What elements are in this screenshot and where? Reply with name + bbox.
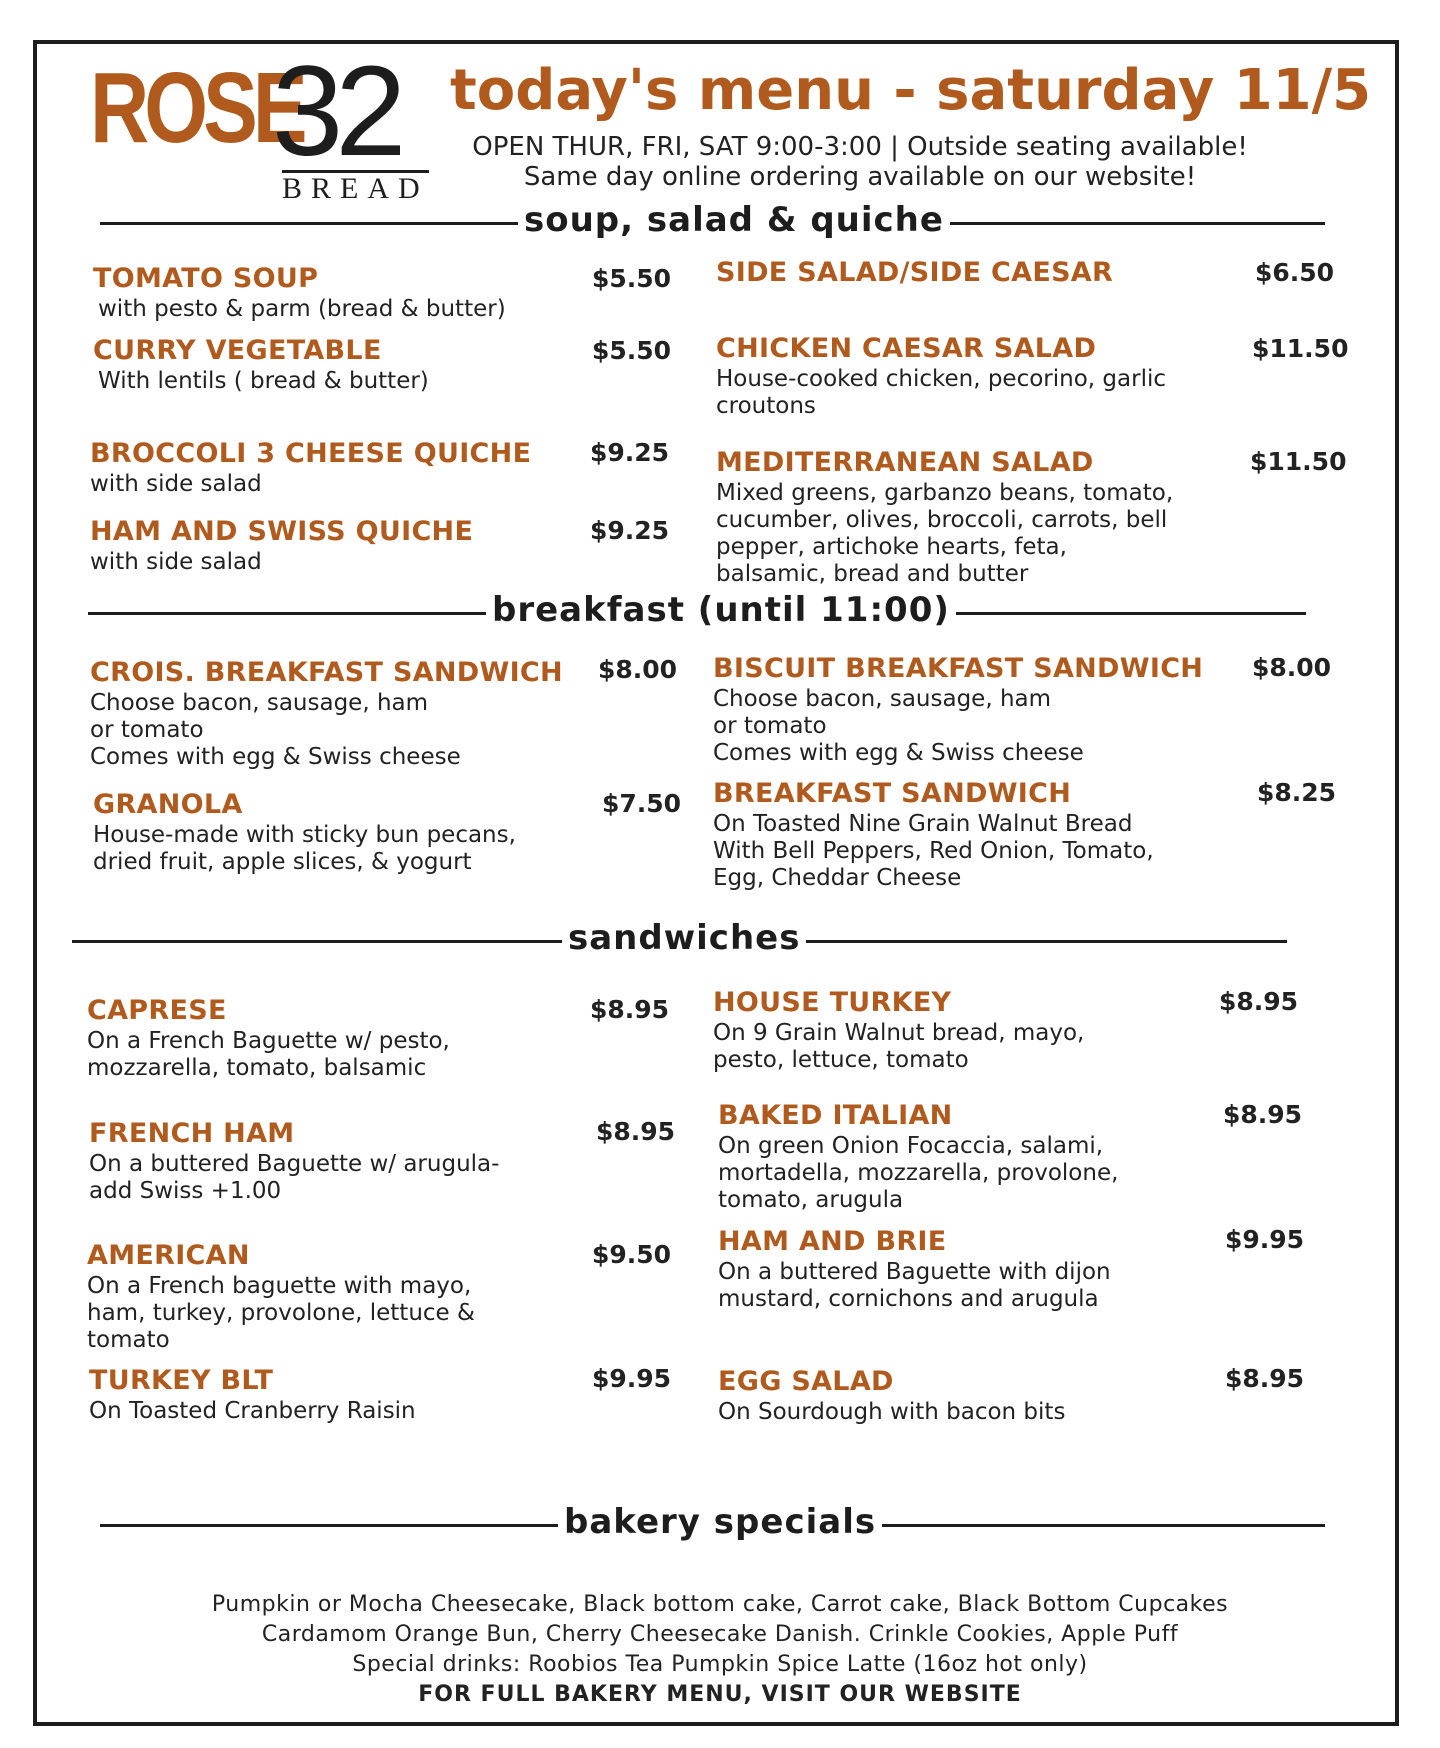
menu-item: [87, 1239, 475, 1354]
menu-item: [716, 332, 1166, 420]
menu-headline: today's menu - saturday 11/5: [450, 58, 1372, 123]
item-price: $8.95: [590, 995, 670, 1024]
menu-item: [93, 334, 429, 395]
item-name: GRANOLA: [93, 789, 243, 820]
item-name: MEDITERRANEAN SALAD: [716, 447, 1094, 478]
item-name: TOMATO SOUP: [93, 263, 319, 294]
menu-item: [718, 1099, 1118, 1214]
item-desc: Choose bacon, sausage, ham or tomato Comes with egg & Swiss cheese: [713, 686, 1084, 766]
item-price: $8.95: [1225, 1364, 1305, 1393]
item-name: SIDE SALAD/SIDE CAESAR: [716, 257, 1114, 288]
item-name: TURKEY BLT: [89, 1365, 274, 1396]
item-name: FRENCH HAM: [89, 1118, 295, 1149]
item-name: AMERICAN: [87, 1240, 250, 1271]
item-name: CURRY VEGETABLE: [93, 335, 382, 366]
item-name: CHICKEN CAESAR SALAD: [716, 333, 1097, 364]
item-desc: Mixed greens, garbanzo beans, tomato, cucumber, olives, broccoli, carrots, bell pepper, artichoke hearts, feta, balsamic, bread and butter: [716, 480, 1174, 587]
menu-item: [713, 986, 1084, 1074]
logo-sub: BREAD: [282, 172, 429, 205]
item-price: $11.50: [1252, 334, 1349, 363]
menu-item: [716, 446, 1173, 588]
item-price: $9.25: [590, 438, 670, 467]
item-name: BAKED ITALIAN: [718, 1100, 953, 1131]
menu-item: [716, 256, 1113, 290]
item-price: $7.50: [602, 789, 682, 818]
item-desc: With lentils ( bread & butter): [98, 368, 429, 394]
menu-item: [90, 515, 473, 576]
menu-item: [90, 656, 563, 771]
logo-number: 32: [272, 40, 399, 183]
item-desc: Choose bacon, sausage, ham or tomato Comes with egg & Swiss cheese: [90, 690, 461, 770]
menu-item: [718, 1225, 1111, 1313]
bakery-line-3: Special drinks: Roobios Tea Pumpkin Spice Latte (16oz hot only): [352, 1652, 1088, 1677]
section-title-bakery: bakery specials: [558, 1502, 882, 1542]
item-desc: On a buttered Baguette with dijon mustard, cornichons and arugula: [718, 1259, 1111, 1312]
item-price: $8.00: [598, 655, 678, 684]
section-title-breakfast: breakfast (until 11:00): [486, 590, 956, 630]
menu-item: [89, 1117, 499, 1205]
item-desc: On Sourdough with bacon bits: [718, 1399, 1066, 1425]
item-desc: On a French baguette with mayo, ham, turkey, provolone, lettuce & tomato: [87, 1273, 475, 1353]
menu-item: [713, 777, 1154, 892]
section-title-soup: soup, salad & quiche: [518, 200, 950, 240]
item-name: EGG SALAD: [718, 1366, 894, 1397]
item-price: $9.95: [592, 1364, 672, 1393]
menu-item: [93, 788, 516, 876]
item-desc: On a French Baguette w/ pesto, mozzarella, tomato, balsamic: [87, 1028, 450, 1081]
item-price: $5.50: [592, 264, 672, 293]
hours-line-2: Same day online ordering available on our website!: [523, 162, 1197, 192]
logo-brand: ROSE: [90, 52, 303, 164]
item-name: BISCUIT BREAKFAST SANDWICH: [713, 653, 1204, 684]
item-price: $8.95: [1219, 987, 1299, 1016]
hours-info: [420, 132, 1300, 192]
bakery-line-1: Pumpkin or Mocha Cheesecake, Black bottom cake, Carrot cake, Black Bottom Cupcakes: [211, 1592, 1229, 1617]
bakery-cta: FOR FULL BAKERY MENU, VISIT OUR WEBSITE: [418, 1682, 1022, 1707]
item-desc: On green Onion Focaccia, salami, mortadella, mozzarella, provolone, tomato, arugula: [718, 1133, 1119, 1213]
menu-item: [90, 437, 531, 498]
bakery-specials-text: [60, 1590, 1380, 1710]
item-name: CAPRESE: [87, 995, 227, 1026]
item-name: BREAKFAST SANDWICH: [713, 778, 1072, 809]
bakery-line-2: Cardamom Orange Bun, Cherry Cheesecake Danish. Crinkle Cookies, Apple Puff: [261, 1622, 1179, 1647]
item-name: BROCCOLI 3 CHEESE QUICHE: [90, 438, 532, 469]
item-desc: House-made with sticky bun pecans, dried fruit, apple slices, & yogurt: [93, 822, 516, 875]
menu-item: [89, 1364, 416, 1425]
section-title-sandwiches: sandwiches: [562, 918, 806, 958]
item-desc: House-cooked chicken, pecorino, garlic croutons: [716, 366, 1166, 419]
item-price: $5.50: [592, 336, 672, 365]
item-price: $6.50: [1255, 258, 1335, 287]
item-desc: On 9 Grain Walnut bread, mayo, pesto, lettuce, tomato: [713, 1020, 1085, 1073]
item-desc: with side salad: [90, 549, 262, 575]
item-desc: On Toasted Cranberry Raisin: [89, 1398, 416, 1424]
menu-item: [87, 994, 450, 1082]
item-desc: On a buttered Baguette w/ arugula- add Swiss +1.00: [89, 1151, 500, 1204]
item-price: $11.50: [1250, 447, 1347, 476]
item-price: $8.25: [1257, 778, 1337, 807]
item-price: $8.00: [1252, 653, 1332, 682]
item-price: $9.50: [592, 1240, 672, 1269]
item-price: $8.95: [1223, 1100, 1303, 1129]
menu-item: [718, 1365, 1065, 1426]
item-desc: with side salad: [90, 471, 262, 497]
item-desc: On Toasted Nine Grain Walnut Bread With Bell Peppers, Red Onion, Tomato, Egg, Cheddar Cheese: [713, 811, 1154, 891]
item-name: HOUSE TURKEY: [713, 987, 952, 1018]
rose32-logo: [90, 40, 429, 205]
item-name: CROIS. BREAKFAST SANDWICH: [90, 657, 563, 688]
item-price: $8.95: [596, 1117, 676, 1146]
item-price: $9.95: [1225, 1225, 1305, 1254]
item-price: $9.25: [590, 516, 670, 545]
menu-item: [713, 652, 1203, 767]
item-name: HAM AND SWISS QUICHE: [90, 516, 474, 547]
menu-item: [93, 262, 506, 323]
hours-line-1: OPEN THUR, FRI, SAT 9:00-3:00 | Outside seating available!: [472, 132, 1248, 162]
item-desc: with pesto & parm (bread & butter): [98, 296, 506, 322]
item-name: HAM AND BRIE: [718, 1226, 947, 1257]
